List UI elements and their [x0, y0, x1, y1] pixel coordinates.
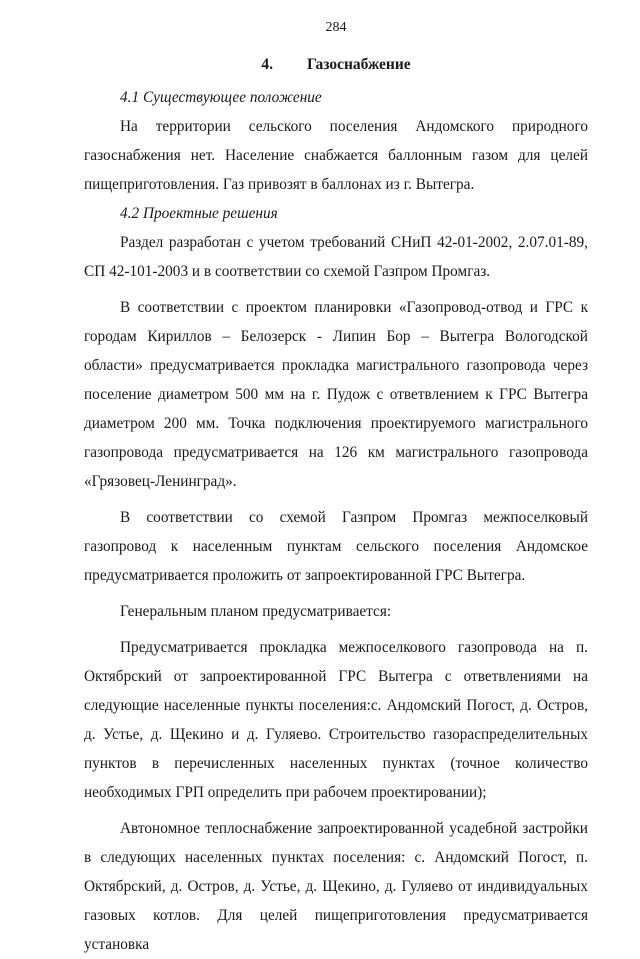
paragraph: Предусматривается прокладка межпоселкового газопровода на п. Октябрский от запроектированной ГРС Вытегра с ответвлениями на следующие населенные пункты поселения:с. Андомский Погост, д. Остров, д. Устье, д. Щекино и д. Гуляево. Строительство газораспределительных пунктов в перечисленных населенных пунктах (точное количество необходимых ГРП определить при рабочем проектировании);	[84, 639, 588, 801]
subsection-title-existing: 4.1 Существующее положение	[120, 89, 322, 106]
paragraph: Автономное теплоснабжение запроектированной усадебной застройки в следующих населенных пунктах поселения: с. Андомский Погост, п. Октябрский, д. Остров, д. Устье, д. Щекино, д. Гуляево от индивидуальных газовых котлов. Для целей пищеприготовления предусматривается установка	[84, 820, 588, 953]
section-heading	[84, 52, 588, 78]
paragraph: Раздел разработан с учетом требований СНиП 42-01-2002, 2.07.01-89, СП 42-101-2003 и в соответствии со схемой Газпром Промгаз.	[84, 234, 588, 280]
paragraph: В соответствии со схемой Газпром Промгаз межпоселковый газопровод к населенным пунктам сельского поселения Андомское предусматривается проложить от запроектированной ГРС Вытегра.	[84, 509, 588, 584]
paragraph: Генеральным планом предусматривается:	[120, 603, 392, 620]
paragraph: В соответствии с проектом планировки «Газопровод-отвод и ГРС к городам Кириллов – Белозерск - Липин Бор – Вытегра Вологодской области» предусматривается прокладка магистрального газопровода через поселение диаметром 500 мм на г. Пудож с ответвлением к ГРС Вытегра диаметром 200 мм. Точка подключения проектируемого магистрального газопровода предусматривается на 126 км магистрального газопровода «Грязовец-Ленинград».	[84, 299, 588, 490]
section-title: Газоснабжение	[306, 56, 411, 73]
subsection-title-design: 4.2 Проектные решения	[120, 205, 278, 222]
paragraph: На территории сельского поселения Андомского природного газоснабжения нет. Население снабжается баллонным газом для целей пищеприготовления. Газ привозят в баллонах из г. Вытегра.	[84, 118, 588, 193]
page-number: 284	[325, 20, 347, 35]
section-number: 4.	[261, 56, 273, 73]
